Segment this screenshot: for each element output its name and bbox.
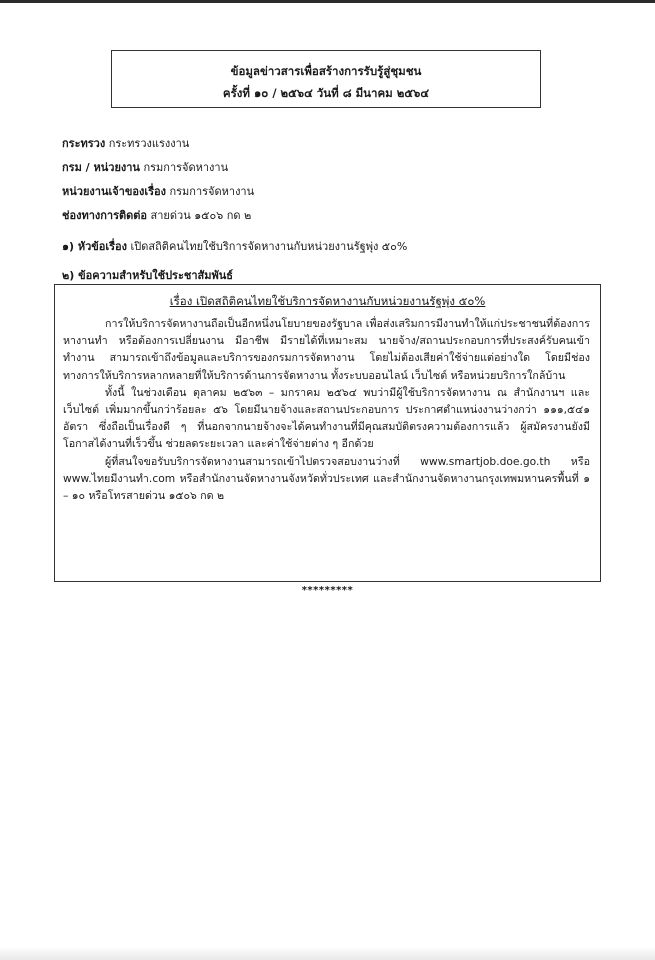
header-box bbox=[111, 50, 541, 108]
article-headline: เรื่อง เปิดสถิติคนไทยใช้บริการจัดหางานกับหน่วยงานรัฐพุ่ง ๕๐% bbox=[169, 294, 486, 308]
article-paragraph-1: การให้บริการจัดหางานถือเป็นอีกหนึ่งนโยบายของรัฐบาล เพื่อส่งเสริมการมีงานทำให้แก่ประชาชนที่ต้องการหางานทำ หรือต้องการเปลี่ยนงาน มีอาชีพ มีรายได้ที่เหมาะสม นายจ้าง/สถานประกอบการที่ประสงค์รับคนเข้าทำงาน สามารถเข้าถึงข้อมูลและบริการของกรมการจัดหางาน โดยไม่ต้องเสียค่าใช้จ่ายแต่อย่างใด โดยมีช่องทางการให้บริการหลากหลายที่ให้บริการด้านการจัดหางาน ทั้งระบบออนไลน์ เว็บไซต์ หรือหน่วยบริการใกล้บ้าน bbox=[63, 317, 590, 382]
press-release-box bbox=[54, 284, 601, 582]
top-edge bbox=[0, 0, 655, 3]
owner-label: หน่วยงานเจ้าของเรื่อง bbox=[62, 185, 166, 198]
section-1-value: เปิดสถิติคนไทยใช้บริการจัดหางานกับหน่วยงานรัฐพุ่ง ๕๐% bbox=[130, 240, 408, 253]
meta-ministry bbox=[62, 134, 189, 152]
section-1-label: ๑) หัวข้อเรื่อง bbox=[62, 240, 128, 253]
meta-owner bbox=[62, 182, 254, 200]
header-issue-date: ครั้งที่ ๑๐ / ๒๕๖๔ วันที่ ๘ มีนาคม ๒๕๖๔ bbox=[222, 86, 430, 100]
end-marker: ********* bbox=[301, 585, 354, 596]
section-2 bbox=[62, 266, 233, 284]
owner-value: กรมการจัดหางาน bbox=[169, 185, 255, 198]
meta-department bbox=[62, 158, 228, 176]
article-paragraph-2: ทั้งนี้ ในช่วงเดือน ตุลาคม ๒๕๖๓ – มกราคม ๒๕๖๔ พบว่ามีผู้ใช้บริการจัดหางาน ณ สำนักงานฯ และเว็บไซต์ เพิ่มมากขึ้นกว่าร้อยละ ๕๖ โดยมีนายจ้างและสถานประกอบการ ประกาศตำแหน่งงานว่างกว่า ๑๑๑,๕๔๑ อัตรา ซึ่งถือเป็นเรื่องดี ๆ ที่นอกจากนายจ้างจะได้คนทำงานที่มีคุณสมบัติตรงความต้องการแล้ว ผู้สมัครงานยังมีโอกาสได้งานที่เร็วขึ้น ช่วยลดระยะเวลา และค่าใช้จ่ายต่าง ๆ อีกด้วย bbox=[63, 385, 590, 451]
ministry-value: กระทรวงแรงงาน bbox=[108, 137, 190, 150]
article-paragraph-3: ผู้ที่สนใจขอรับบริการจัดหางานสามารถเข้าไปตรวจสอบงานว่างที่ www.smartjob.doe.go.th หรือ www.ไทยมีงานทำ.com หรือสำนักงานจัดหางานจังหวัดทั่วประเทศ และสำนักงานจัดหางานกรุงเทพมหานครพื้นที่ ๑ – ๑๐ หรือโทรสายด่วน ๑๕๐๖ กด ๒ bbox=[63, 454, 590, 503]
header-title: ข้อมูลข่าวสารเพื่อสร้างการรับรู้สู่ชุมชน bbox=[230, 64, 422, 78]
section-2-label: ๒) ข้อความสำหรับใช้ประชาสัมพันธ์ bbox=[62, 269, 233, 282]
section-1 bbox=[62, 237, 407, 255]
meta-contact bbox=[62, 206, 251, 224]
ministry-label: กระทรวง bbox=[62, 137, 106, 150]
department-value: กรมการจัดหางาน bbox=[143, 161, 229, 174]
department-label: กรม / หน่วยงาน bbox=[62, 161, 140, 174]
contact-label: ช่องทางการติดต่อ bbox=[62, 209, 148, 222]
contact-value: สายด่วน ๑๕๐๖ กด ๒ bbox=[150, 209, 252, 222]
bottom-shade bbox=[0, 946, 655, 960]
